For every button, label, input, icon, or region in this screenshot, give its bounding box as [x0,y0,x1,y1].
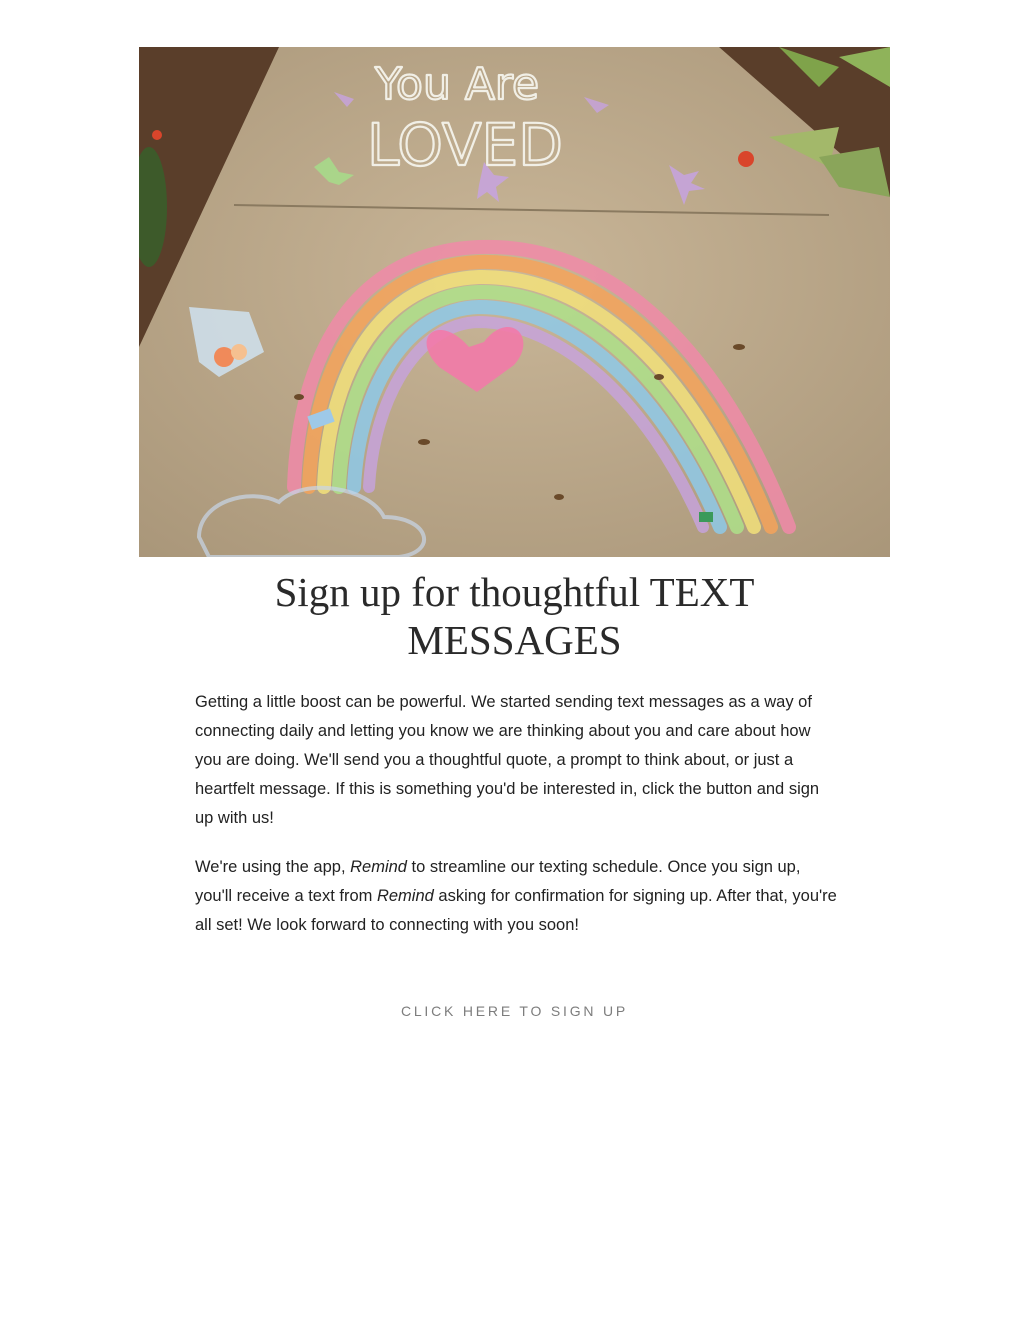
page-title [139,568,890,664]
title-line1: Sign up for thoughtful TEXT [274,569,755,615]
body-content [195,688,840,960]
remind-paragraph-part1: We're using the app, [195,858,351,876]
chalk-text-line2: LOVED [367,111,563,179]
remind-app-name: Remind [350,858,407,876]
sign-up-button[interactable]: CLICK HERE TO SIGN UP [400,1003,629,1019]
remind-paragraph-part2: to streamline our texting schedule. Once you sign up, you'll receive a text from [195,858,801,905]
remind-app-name-2: Remind [376,887,434,905]
title-line2: MESSAGES [407,617,622,663]
chalk-rainbow-sidewalk-photo [139,47,890,557]
intro-paragraph: Getting a little boost can be powerful. We started sending text messages as a way of connecting daily and letting you know we are thinking about you and care about how you are doing. We'll send you a thoughtful quote, a prompt to think about, or just a heartfelt message. If this is something you'd be interested in, click the button and sign up with us! [195,693,820,827]
hero-image [139,47,890,557]
remind-paragraph-part3: asking for confirmation for signing up. After that, you're all set! We look forward to connecting with you soon! [195,887,837,934]
chalk-text-line1: You Are [375,59,540,110]
remind-paragraph [195,853,840,940]
